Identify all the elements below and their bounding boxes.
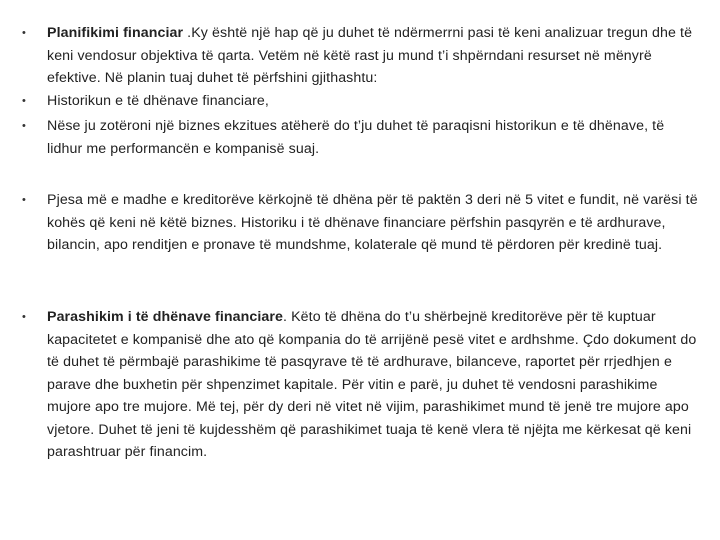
bullet-text <box>47 306 702 464</box>
bullet-marker: • <box>22 120 26 132</box>
bullet-marker: • <box>22 27 26 39</box>
bullet-body: . Këto të dhëna do t’u shërbejnë kreditorëve për të kuptuar kapacitetet e kompanisë dhe ato që kompania do të arrijënë pesë vitet e ardhshme. Çdo dokument do të duhet të përmbajë parashikime të pasqyrave të të ardhurave, bilanceve, raportet për rrjedhjen e parave dhe buxhetin për shpenzimet kapitale. Për vitin e parë, ju duhet të vendosni parashikime mujore apo tre mujore. Më tej, për dy deri në vitet në vijim, parashikimet mund të jenë tre mujore apo vjetore. Duhet të jeni të kujdesshëm që parashikimet tuaja të kenë vlera të njëjta me kërkesat që keni parashtruar për financim. <box>47 309 697 460</box>
bullet-text <box>47 22 702 90</box>
bullet-text <box>47 90 702 113</box>
bullet-body: Pjesa më e madhe e kreditorëve kërkojnë të dhëna për të paktën 3 deri në 5 vitet e fundit, në varësi të kohës që keni në këtë biznes. Historiku i të dhënave financiare përfshin pasqyrën e të ardhurave, bilancin, apo renditjen e pronave të mundshme, kolaterale që mund të përdoren për kredinë tuaj. <box>47 192 698 253</box>
bullet-marker: • <box>22 194 26 206</box>
bullet-marker: • <box>22 311 26 323</box>
bullet-marker: • <box>22 95 26 107</box>
bullet-body: Historikun e të dhënave financiare, <box>47 93 269 109</box>
bullet-body: .Ky është një hap që ju duhet të ndërmerrni pasi të keni analizuar tregun dhe të keni vendosur objektiva të qarta. Vetëm në këtë rast ju mund t’i shpërndani resurset në mënyrë efektive. Në planin tuaj duhet të përfshini gjithashtu: <box>47 25 693 86</box>
bullet-body: Nëse ju zotëroni një biznes ekzitues atëherë do t’ju duhet të paraqisni historikun e të dhënave, të lidhur me performancën e kompanisë suaj. <box>47 118 665 157</box>
bullet-lead: Planifikimi financiar <box>47 25 184 41</box>
bullet-lead: Parashikim i të dhënave financiare <box>47 309 284 325</box>
bullet-text <box>47 189 702 257</box>
bullet-text <box>47 115 702 160</box>
